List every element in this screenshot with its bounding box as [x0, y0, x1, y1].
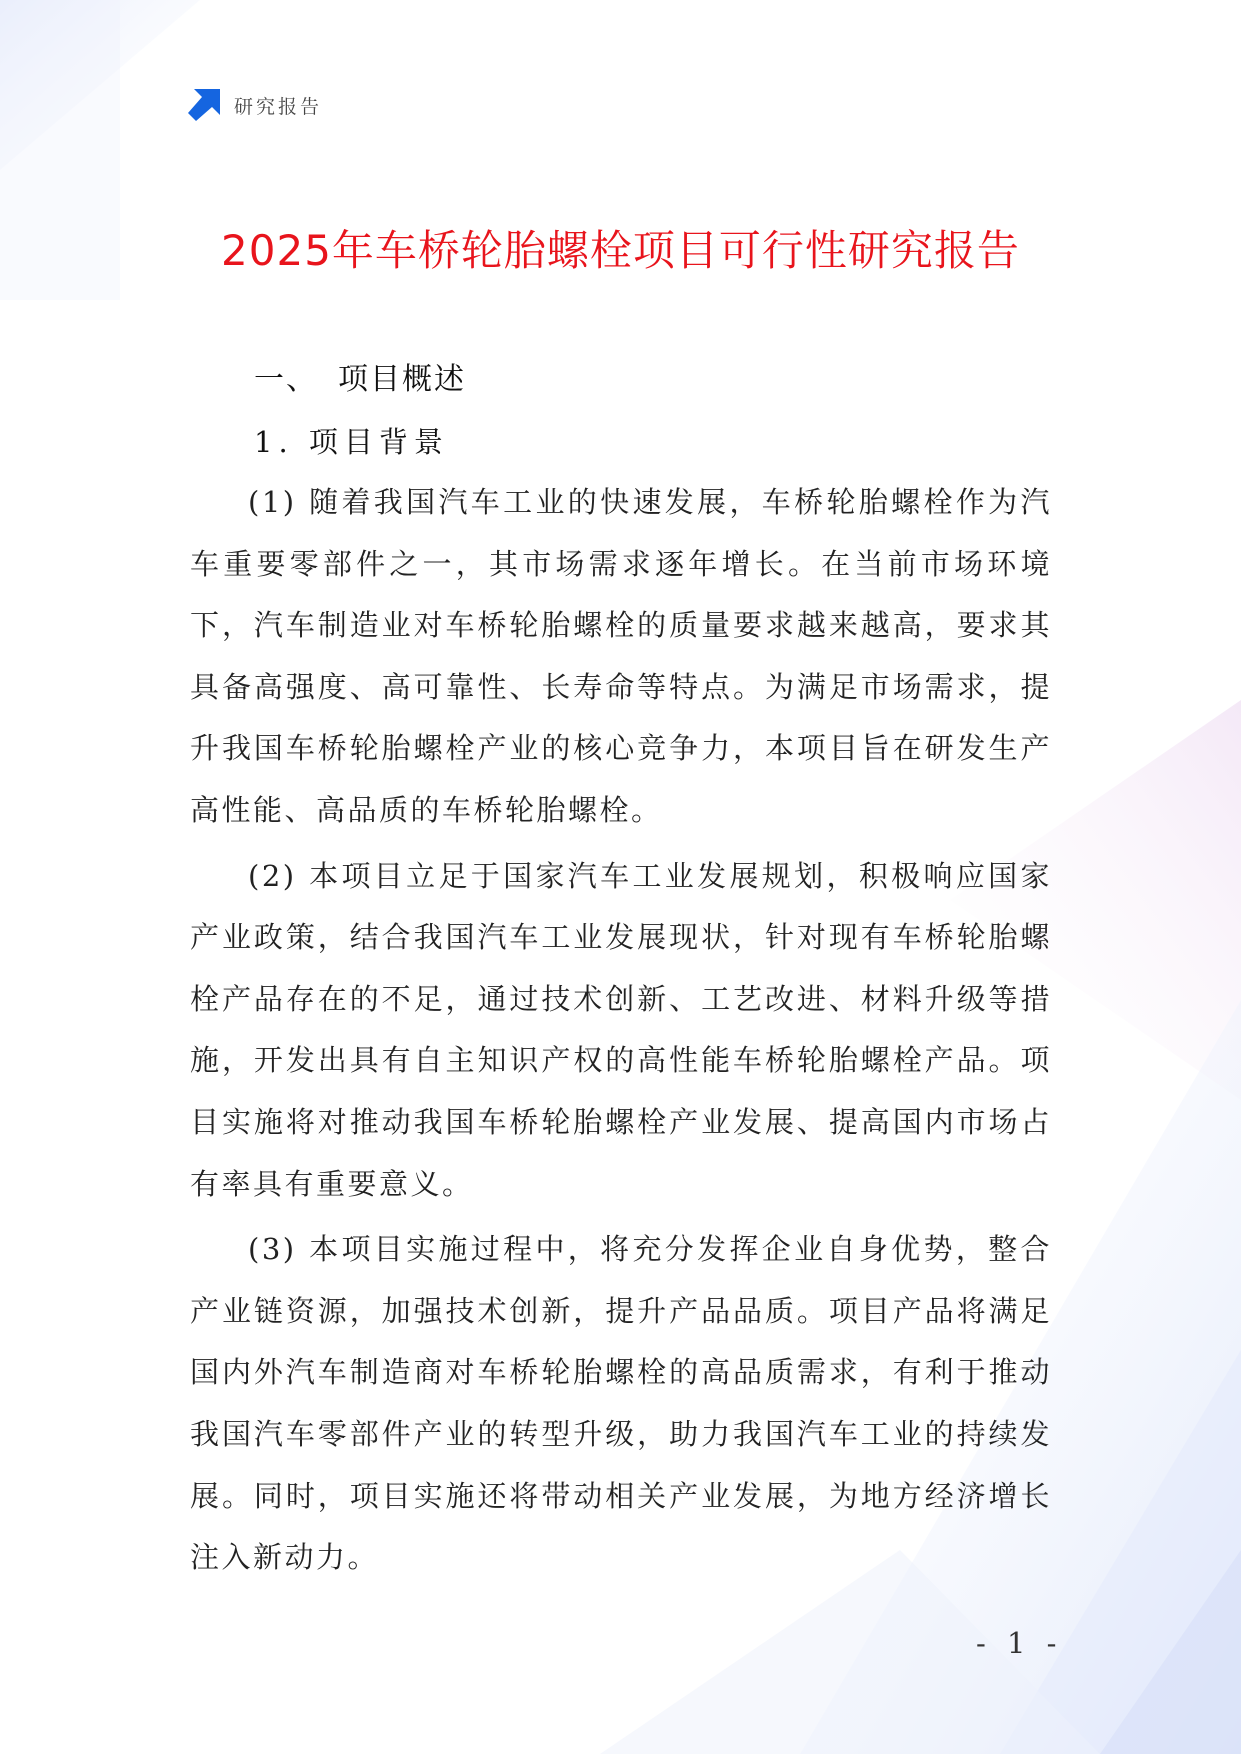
section-number: 一、 [254, 362, 318, 397]
arrow-logo-icon [188, 89, 220, 121]
section-heading [190, 354, 1052, 406]
header [188, 88, 322, 122]
subsection-heading: 1. 项目背景 [254, 425, 449, 459]
paragraph-2: (2) 本项目立足于国家汽车工业发展规划，积极响应国家产业政策，结合我国汽车工业发展现状，针对现有车桥轮胎螺栓产品存在的不足，通过技术创新、工艺改进、材料升级等措施，开发出具有自主知识产权的高性能车桥轮胎螺栓产品。项目实施将对推动我国车桥轮胎螺栓产业发展、提高国内市场占有率具有重要意义。 [190, 858, 1052, 1201]
document-title: 2025年车桥轮胎螺栓项目可行性研究报告 [221, 226, 1020, 275]
paragraph-3: (3) 本项目实施过程中，将充分发挥企业自身优势，整合产业链资源，加强技术创新，提升产品品质。项目产品将满足国内外汽车制造商对车桥轮胎螺栓的高品质需求，有利于推动我国汽车零部件产业的转型升级，助力我国汽车工业的持续发展。同时，项目实施还将带动相关产业发展，为地方经济增长注入新动力。 [190, 1232, 1052, 1575]
page-number: - 1 - [976, 1626, 1063, 1660]
header-label: 研究报告 [234, 95, 323, 118]
document-body [190, 354, 1052, 1589]
paragraph-1: (1) 随着我国汽车工业的快速发展，车桥轮胎螺栓作为汽车重要零部件之一，其市场需求逐年增长。在当前市场环境下，汽车制造业对车桥轮胎螺栓的质量要求越来越高，要求其具备高强度、高可靠性、长寿命等特点。为满足市场需求，提升我国车桥轮胎螺栓产业的核心竞争力，本项目旨在研发生产高性能、高品质的车桥轮胎螺栓。 [190, 485, 1052, 827]
section-title: 项目概述 [338, 362, 466, 397]
